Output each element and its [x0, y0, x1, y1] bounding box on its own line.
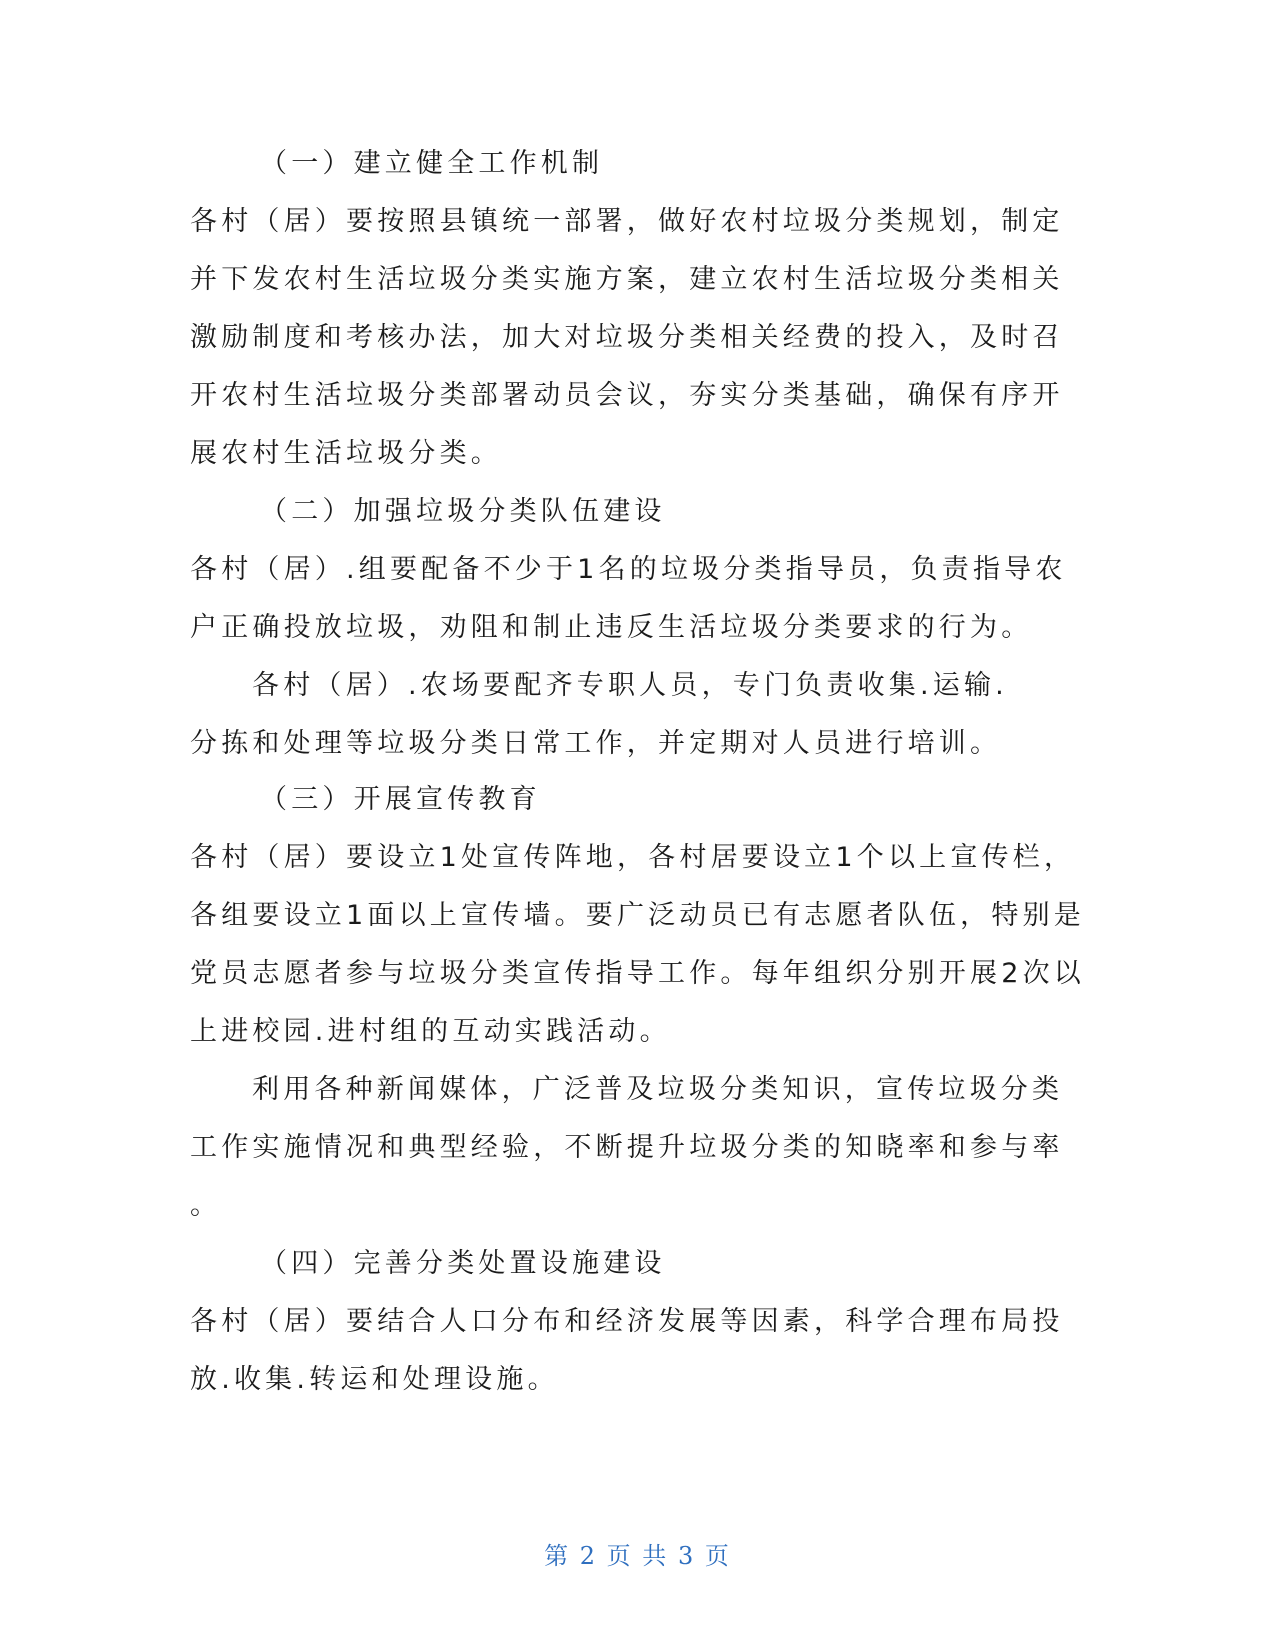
body-line: 工作实施情况和典型经验，不断提升垃圾分类的知晓率和参与率: [190, 1132, 1064, 1163]
page-footer: [0, 1540, 1275, 1572]
section-heading-3: （三）开展宣传教育: [260, 784, 541, 815]
body-line: 各村（居）要结合人口分布和经济发展等因素，科学合理布局投: [190, 1306, 1064, 1337]
body-line: 并下发农村生活垃圾分类实施方案，建立农村生活垃圾分类相关: [190, 264, 1064, 295]
body-line: 利用各种新闻媒体，广泛普及垃圾分类知识，宣传垃圾分类: [252, 1074, 1064, 1105]
body-line: 党员志愿者参与垃圾分类宣传指导工作。每年组织分别开展2次以: [190, 958, 1085, 989]
body-line: 上进校园.进村组的互动实践活动。: [190, 1016, 671, 1047]
body-line: 开农村生活垃圾分类部署动员会议，夯实分类基础，确保有序开: [190, 380, 1064, 411]
footer-middle: 页 共: [606, 1542, 669, 1570]
body-line: 各村（居）.农场要配齐专职人员，专门负责收集.运输.: [252, 670, 1008, 701]
footer-total-pages: 3: [677, 1542, 696, 1570]
section-heading-2: （二）加强垃圾分类队伍建设: [260, 496, 666, 527]
body-line: 。: [190, 1190, 222, 1221]
body-line: 激励制度和考核办法，加大对垃圾分类相关经费的投入，及时召: [190, 322, 1064, 353]
body-line: 户正确投放垃圾，劝阻和制止违反生活垃圾分类要求的行为。: [190, 612, 1033, 643]
body-line: 各组要设立1面以上宣传墙。要广泛动员已有志愿者队伍，特别是: [190, 900, 1085, 931]
body-line: 各村（居）要按照县镇统一部署，做好农村垃圾分类规划，制定: [190, 206, 1064, 237]
section-heading-1: （一）建立健全工作机制: [260, 148, 604, 179]
footer-prefix: 第: [544, 1542, 571, 1570]
body-line: 放.收集.转运和处理设施。: [190, 1364, 559, 1395]
section-heading-4: （四）完善分类处置设施建设: [260, 1248, 666, 1279]
footer-suffix: 页: [704, 1542, 731, 1570]
body-line: 分拣和处理等垃圾分类日常工作，并定期对人员进行培训。: [190, 728, 1002, 759]
body-line: 各村（居）.组要配备不少于1名的垃圾分类指导员，负责指导农: [190, 554, 1067, 585]
body-line: 各村（居）要设立1处宣传阵地，各村居要设立1个以上宣传栏，: [190, 842, 1076, 873]
body-line: 展农村生活垃圾分类。: [190, 438, 502, 469]
footer-current-page: 2: [579, 1542, 598, 1570]
